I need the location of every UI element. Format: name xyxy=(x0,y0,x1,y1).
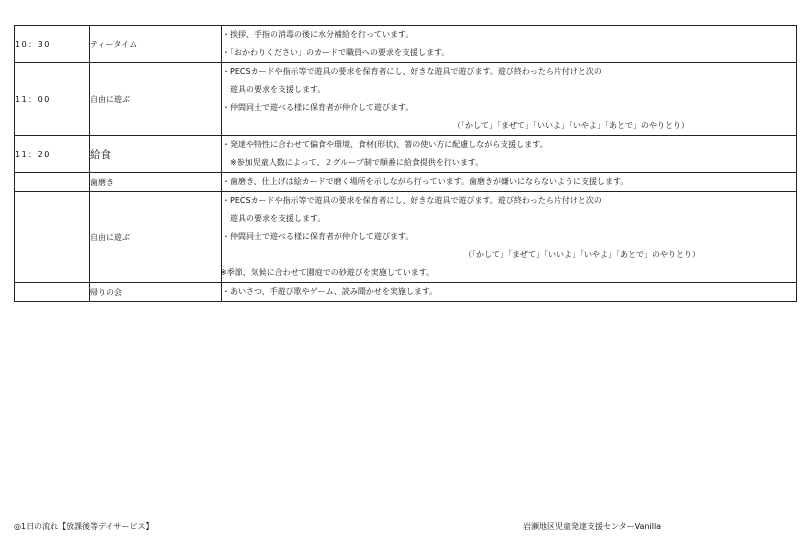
detail-line: ※参加児童人数によって、２グループ制で順番に給食提供を行います。 xyxy=(230,158,484,167)
schedule-table xyxy=(14,25,797,302)
table-row xyxy=(15,173,797,192)
activity-cell: 自由に遊ぶ xyxy=(90,63,222,136)
time-cell xyxy=(15,192,90,283)
activity-cell: ティータイム xyxy=(90,26,222,63)
detail-line: ※季節、気候に合わせて園庭での砂遊びを実施しています。 xyxy=(220,268,435,277)
detail-line: ・挨拶、手指の消毒の後に水分補給を行っています。 xyxy=(222,30,414,39)
detail-line: （「かして」「まぜて」「いいよ」「いやよ」「あとで」のやりとり） xyxy=(464,250,700,259)
detail-line: ・「おかわりください」のカードで職員への要求を支援します。 xyxy=(222,48,450,57)
detail-line: ・歯磨き、仕上げは絵カードで磨く場所を示しながら行っています。歯磨きが嫌いにならないように支援します。 xyxy=(222,177,629,186)
detail-line: ・仲間同士で遊べる様に保育者が仲介して遊びます。 xyxy=(222,103,414,112)
footer-title: ◎1日の流れ【放課後等デイサービス】 xyxy=(14,522,154,531)
detail-line: 遊具の要求を支援します。 xyxy=(230,85,326,94)
detail-line: ・あいさつ、手遊び歌やゲーム、読み聞かせを実施します。 xyxy=(222,287,438,296)
time-cell: 11：20 xyxy=(15,136,90,173)
detail-cell xyxy=(222,136,797,173)
detail-line: （「かして」「まぜて」「いいよ」「いやよ」「あとで」のやりとり） xyxy=(453,121,689,130)
detail-cell xyxy=(222,173,797,192)
detail-cell xyxy=(222,63,797,136)
detail-cell xyxy=(222,192,797,283)
detail-line: ・仲間同士で遊べる様に保育者が仲介して遊びます。 xyxy=(222,232,414,241)
detail-cell xyxy=(222,26,797,63)
table-row xyxy=(15,26,797,63)
detail-line: ・発達や特性に合わせて偏食や環境、食材(形状)、箸の使い方に配慮しながら支援します。 xyxy=(222,140,548,149)
table-row xyxy=(15,63,797,136)
activity-cell: 給食 xyxy=(90,136,222,173)
time-cell xyxy=(15,173,90,192)
footer-organization: 岩瀬地区児童発達支援センターVanilla xyxy=(523,522,662,531)
time-cell: 10：30 xyxy=(15,26,90,63)
activity-cell: 帰りの会 xyxy=(90,283,222,302)
table-row xyxy=(15,283,797,302)
time-cell: 11：00 xyxy=(15,63,90,136)
activity-cell: 自由に遊ぶ xyxy=(90,192,222,283)
detail-cell xyxy=(222,283,797,302)
detail-line: 遊具の要求を支援します。 xyxy=(230,214,326,223)
time-cell xyxy=(15,283,90,302)
detail-line: ・PECSカードや指示等で遊具の要求を保育者にし、好きな遊具で遊びます。遊び終わったら片付けと次の xyxy=(222,196,602,205)
activity-cell: 歯磨き xyxy=(90,173,222,192)
table-row xyxy=(15,192,797,283)
table-row xyxy=(15,136,797,173)
detail-line: ・PECSカードや指示等で遊具の要求を保育者にし、好きな遊具で遊びます。遊び終わったら片付けと次の xyxy=(222,67,602,76)
